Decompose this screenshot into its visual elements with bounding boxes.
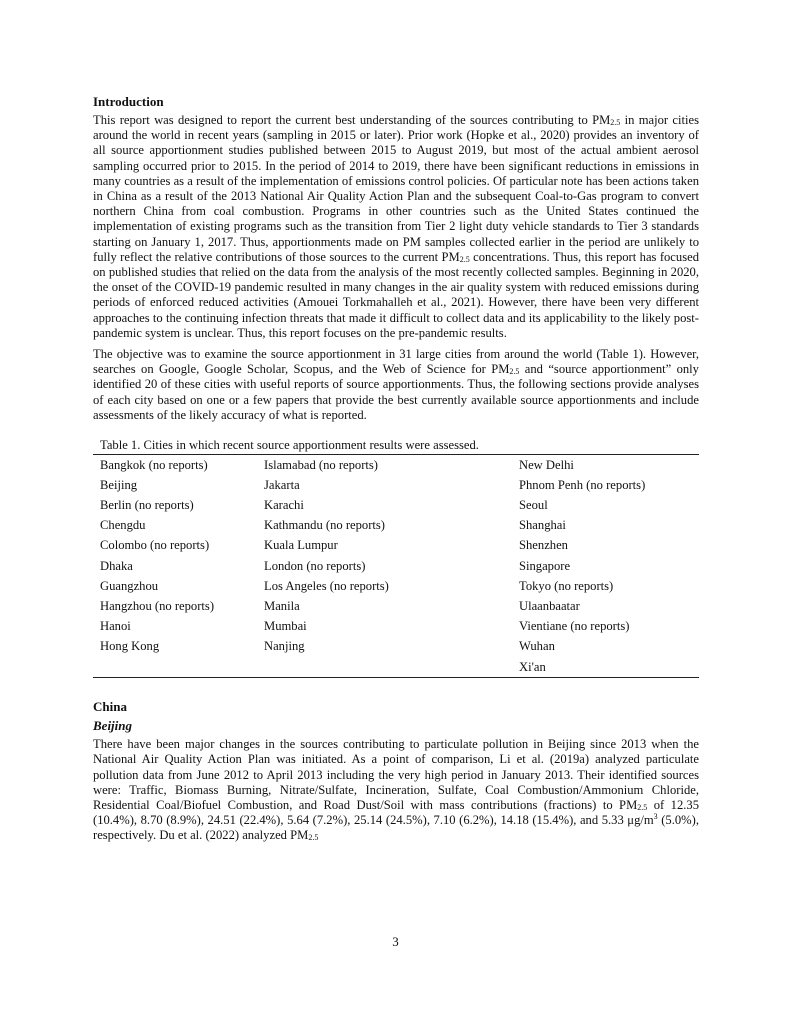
text-run: This report was designed to report the current best understanding of the sources contributing to PM: [93, 113, 611, 127]
subsection-heading-beijing: Beijing: [93, 718, 133, 734]
text-run: and “source apportionment” only identified 20 of these cities with useful reports of source apportionments. Thus, the following sections provide analyses of each city based on one or a few papers that provide the best currently available source apportionments and include assessments of the likely accuracy of what is reported.: [93, 362, 699, 422]
table-cell: Islamabad (no reports): [264, 457, 379, 472]
table-1: [93, 437, 699, 678]
table-row: [93, 576, 699, 596]
table-cell: Singapore: [519, 558, 571, 573]
subscript: 2.5: [637, 802, 648, 812]
table-cell: Manila: [264, 598, 300, 613]
table-cell: Berlin (no reports): [100, 498, 194, 513]
table-cell: Kathmandu (no reports): [264, 518, 386, 533]
table-cell: Wuhan: [519, 639, 555, 654]
table-cell: Colombo (no reports): [100, 538, 210, 553]
table-row: [93, 596, 699, 616]
table-row: [93, 657, 699, 678]
table-cell: Dhaka: [100, 558, 133, 573]
table-cell: Phnom Penh (no reports): [519, 477, 646, 492]
table-row: [93, 536, 699, 556]
table-cell: Kuala Lumpur: [264, 538, 338, 553]
superscript: 3: [653, 812, 658, 822]
table-cell: Hong Kong: [100, 639, 160, 654]
table-cell: Seoul: [519, 498, 548, 513]
page-content: [93, 94, 699, 850]
table-cell: [93, 657, 257, 678]
table-row: [93, 495, 699, 515]
beijing-paragraph: [93, 737, 699, 843]
table-cell: Bangkok (no reports): [100, 457, 208, 472]
subscript: 2.5: [509, 367, 520, 377]
table-row: [93, 556, 699, 576]
table-cell: Shenzhen: [519, 538, 568, 553]
page-number: 3: [392, 934, 399, 949]
text-run: There have been major changes in the sources contributing to particulate pollution in Beijing since 2013 when the National Air Quality Action Plan was initiated. As a point of comparison, Li et al. (2019a) analyzed particulate pollution data from June 2012 to April 2013 including the very high period in January 2013. Their identified sources were: Traffic, Biomass Burning, Nitrate/Sulfate, Incineration, Sulfate, Coal Combustion/Ammonium Chloride, Residential Coal/Biofuel Combustion, and Road Dust/Soil with mass contributions (fractions) to PM: [93, 737, 699, 812]
table-cell: Hanoi: [100, 619, 131, 634]
cities-table: [93, 454, 699, 678]
table-row: [93, 455, 699, 476]
table-row: [93, 516, 699, 536]
section-heading-introduction: Introduction: [93, 94, 164, 109]
section-heading-china: China: [93, 699, 127, 715]
table-row: [93, 617, 699, 637]
table-row: [93, 475, 699, 495]
table-cell: New Delhi: [519, 457, 574, 472]
table-cell: Nanjing: [264, 639, 305, 654]
text-run: The objective was to examine the source apportionment in 31 large cities from around the world (Table 1). However, searches on Google, Google Scholar, Scopus, and the Web of Science for PM: [93, 347, 699, 377]
table-cell: Mumbai: [264, 619, 307, 634]
table-cell: Tokyo (no reports): [519, 578, 614, 593]
table-row: [93, 637, 699, 657]
text-run: of 12.35 (10.4%), 8.70 (8.9%), 24.51 (22.4%), 5.64 (7.2%), 25.14 (24.5%), 7.10 (6.2%), 14.18 (15.4%), and 5.33 μg/m: [93, 797, 699, 828]
table-cell: Xi'an: [519, 659, 546, 674]
text-run: concentrations. Thus, this report has focused on published studies that relied on the data from the analysis of the most recently collected samples. Beginning in 2020, the onset of the COVID-19 pandemic resulted in many changes in the air quality system with reduced emissions during periods of enforced reduced activities (Amouei Torkmahalleh et al., 2021). However, there have been very different approaches to the continuing infection threats that made it difficult to collect data and its applicability to the likely post-pandemic system is unclear. Thus, this report focuses on the pre-pandemic results.: [93, 249, 699, 340]
table-cell: London (no reports): [264, 558, 366, 573]
intro-paragraph-2: [93, 347, 699, 423]
intro-paragraph-1: [93, 113, 699, 341]
table-cell: [257, 657, 512, 678]
table-cell: Jakarta: [264, 477, 300, 492]
table-cell: Guangzhou: [100, 578, 159, 593]
table-cell: Beijing: [100, 477, 138, 492]
text-run: in major cities around the world in recent years (sampling in 2015 or later). Prior work (Hopke et al., 2020) provides an inventory of all source apportionment studies published between 2015 to August 2019, but most of the actual ambient aerosol sampling occurred prior to 2015. In the period of 2014 to 2019, there have been significant reductions in emissions in many countries as a result of the implementation of emissions control policies. Of particular note has been actions taken in China as a result of the 2013 National Air Quality Action Plan and the subsequent Coal-to-Gas program to convert northern China from coal combustion. Programs in other countries such as the United States continued the implementation of existing programs such as the transition from Tier 2 light duty vehicle standards to Tier 3 standards starting on January 1, 2017. Thus, apportionments made on PM samples collected earlier in the period are unlikely to fully reflect the relative contributions of those sources to the current PM: [93, 113, 699, 264]
table-caption: Table 1. Cities in which recent source apportionment results were assessed.: [100, 438, 479, 453]
subscript: 2.5: [308, 833, 319, 843]
table-cell: Vientiane (no reports): [519, 619, 630, 634]
table-cell: Shanghai: [519, 518, 566, 533]
subscript: 2.5: [459, 254, 470, 264]
table-cell: Ulaanbaatar: [519, 598, 580, 613]
table-cell: Chengdu: [100, 518, 146, 533]
table-cell: Karachi: [264, 498, 304, 513]
subscript: 2.5: [610, 118, 621, 127]
text-run: (5.0%), respectively. Du et al. (2022) analyzed PM: [93, 813, 699, 843]
table-cell: Hangzhou (no reports): [100, 598, 215, 613]
table-cell: Los Angeles (no reports): [264, 578, 389, 593]
